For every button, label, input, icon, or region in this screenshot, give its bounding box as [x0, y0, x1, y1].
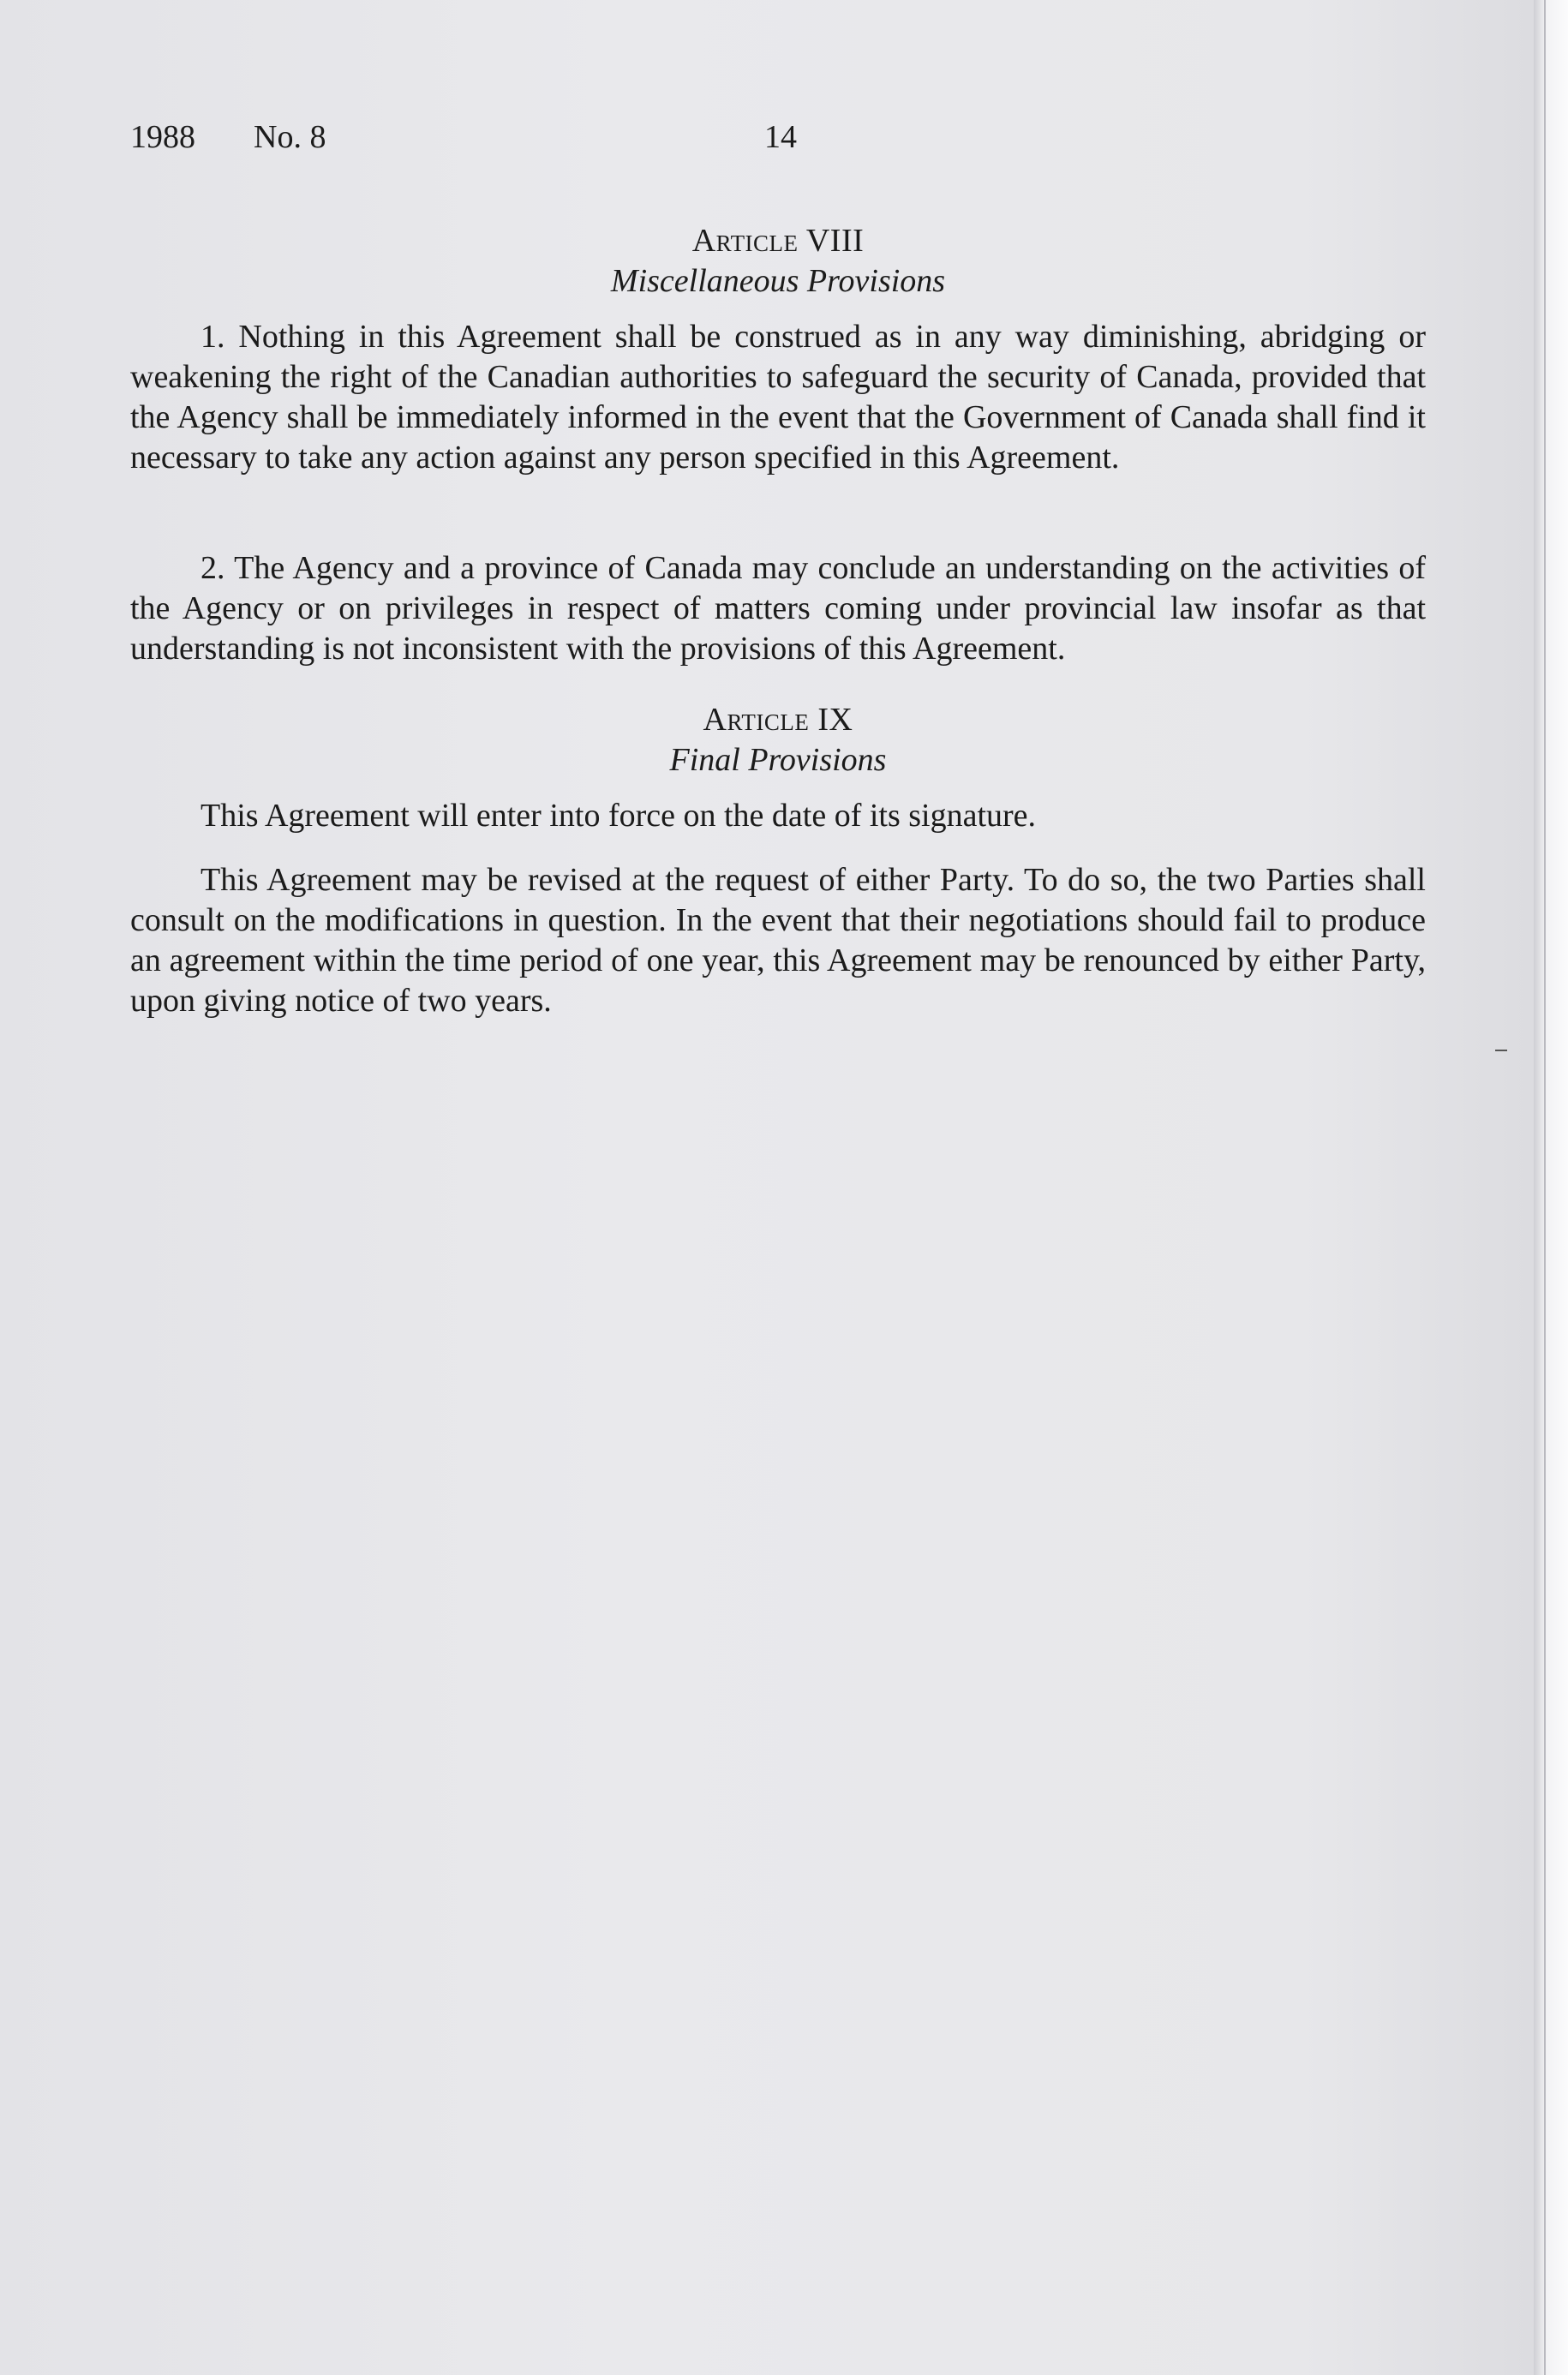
- article-ix-title: Article IX: [703, 702, 853, 738]
- article-viii-paragraph-2: 2. The Agency and a province of Canada may conclude an understanding on the activities of the Agency or on privileges in respect of matters coming under provincial law insofar as that understanding is not inconsistent with the provisions of this Agreement.: [130, 550, 1426, 667]
- paragraph-spacer: [130, 478, 1426, 548]
- page-edge: [1534, 0, 1568, 2375]
- paragraph-spacer: [130, 836, 1426, 860]
- article-viii: [130, 221, 1426, 669]
- article-ix-subtitle: Final Provisions: [669, 742, 887, 778]
- page-edge-line: [1544, 0, 1546, 2375]
- article-viii-subtitle: Miscellaneous Provisions: [610, 263, 946, 299]
- article-ix-paragraph-2: This Agreement may be revised at the request of either Party. To do so, the two Parties shall consult on the modifications in question. In the event that their negotiations should fail to produce an agreement within the time period of one year, this Agreement may be renounced by either Party, upon giving notice of two years.: [130, 862, 1426, 1019]
- header-year: 1988: [130, 119, 195, 155]
- section-spacer: [130, 669, 1426, 700]
- article-ix-paragraph-1: This Agreement will enter into force on the date of its signature.: [200, 798, 1037, 834]
- article-viii-paragraph-1: 1. Nothing in this Agreement shall be construed as in any way diminishing, abridging or weakening the right of the Canadian authorities to safeguard the security of Canada, provided that the Agency shall be immediately informed in the event that the Government of Canada shall find it necessary to take any action against any person specified in this Agreement.: [130, 319, 1426, 476]
- article-viii-title: Article VIII: [691, 223, 865, 259]
- article-ix: [130, 700, 1426, 1021]
- margin-mark: [1495, 1050, 1507, 1051]
- page-number: 14: [764, 119, 797, 155]
- header-number: No. 8: [254, 119, 326, 155]
- document-body: [130, 221, 1426, 1021]
